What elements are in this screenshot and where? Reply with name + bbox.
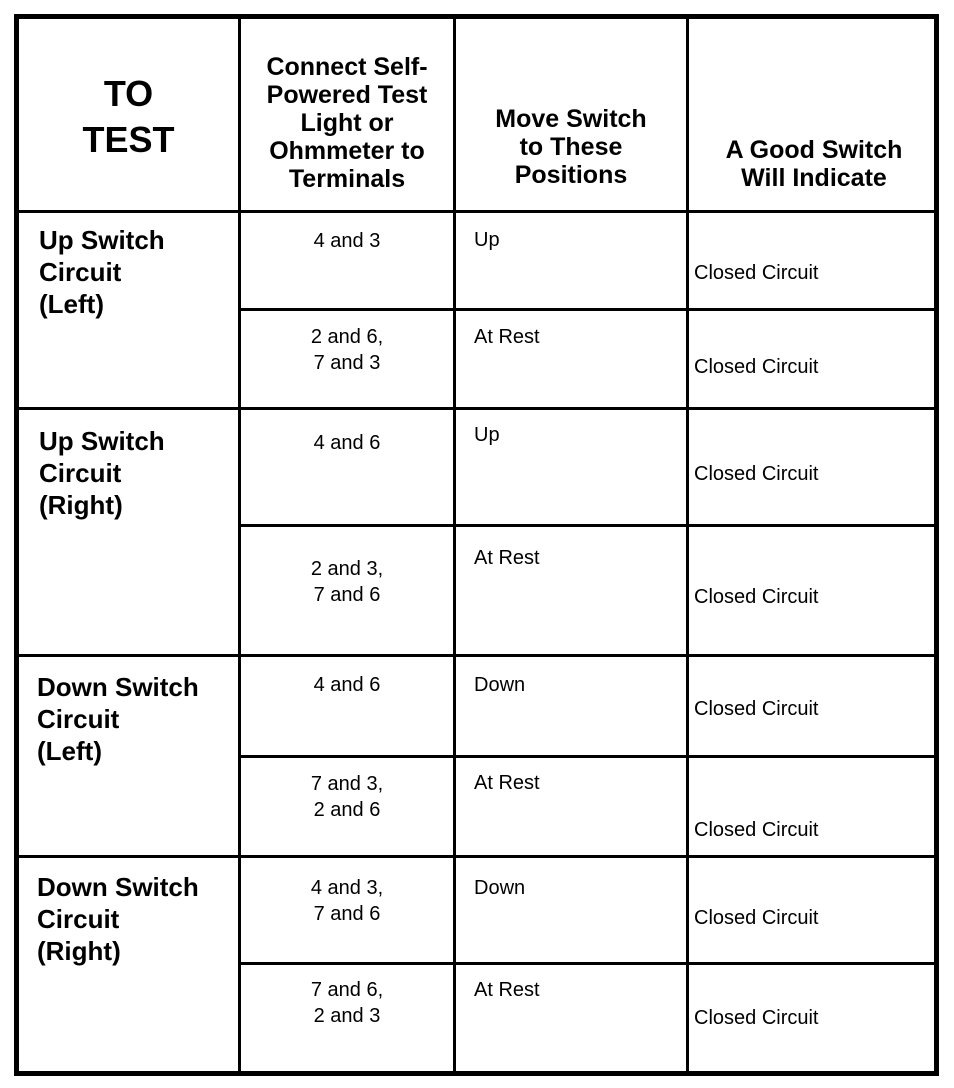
result-cell: Closed Circuit (694, 1007, 819, 1029)
header-good-switch: A Good Switch Will Indicate (725, 136, 903, 192)
group-divider (19, 855, 934, 858)
row-divider (238, 308, 934, 311)
group-divider (19, 654, 934, 657)
position-cell: Down (474, 877, 526, 899)
result-cell: Closed Circuit (694, 262, 819, 284)
terminals-cell: 2 and 6, 7 and 3 (310, 326, 384, 374)
result-cell: Closed Circuit (694, 698, 819, 720)
position-cell: At Rest (474, 772, 540, 794)
row-divider (238, 962, 934, 965)
row-divider (238, 755, 934, 758)
result-cell: Closed Circuit (694, 356, 819, 378)
header-to-test: TO TEST (82, 73, 175, 160)
group-label-down-left: Down Switch Circuit (Left) (37, 672, 199, 766)
header-connect-terminals: Connect Self- Powered Test Light or Ohmmeter to Terminals (266, 53, 428, 193)
switch-test-table (14, 14, 939, 1076)
terminals-cell: 4 and 3, 7 and 6 (310, 877, 384, 925)
group-divider (19, 407, 934, 410)
position-cell: At Rest (474, 547, 540, 569)
group-label-up-left: Up Switch Circuit (Left) (39, 225, 165, 319)
header-move-switch: Move Switch to These Positions (495, 105, 647, 189)
result-cell: Closed Circuit (694, 463, 819, 485)
position-cell: Down (474, 674, 526, 696)
terminals-cell: 7 and 3, 2 and 6 (310, 773, 384, 821)
group-label-up-right: Up Switch Circuit (Right) (39, 426, 165, 520)
terminals-cell: 4 and 6 (313, 432, 381, 454)
terminals-cell: 4 and 3 (313, 230, 381, 252)
terminals-cell: 2 and 3, 7 and 6 (310, 558, 384, 606)
terminals-cell: 7 and 6, 2 and 3 (310, 979, 384, 1027)
position-cell: At Rest (474, 326, 540, 348)
terminals-cell: 4 and 6 (313, 674, 381, 696)
result-cell: Closed Circuit (694, 907, 819, 929)
result-cell: Closed Circuit (694, 586, 819, 608)
result-cell: Closed Circuit (694, 819, 819, 841)
position-cell: Up (474, 229, 500, 251)
position-cell: At Rest (474, 979, 540, 1001)
position-cell: Up (474, 424, 500, 446)
header-divider (19, 210, 934, 213)
row-divider (238, 524, 934, 527)
group-label-down-right: Down Switch Circuit (Right) (37, 872, 199, 966)
